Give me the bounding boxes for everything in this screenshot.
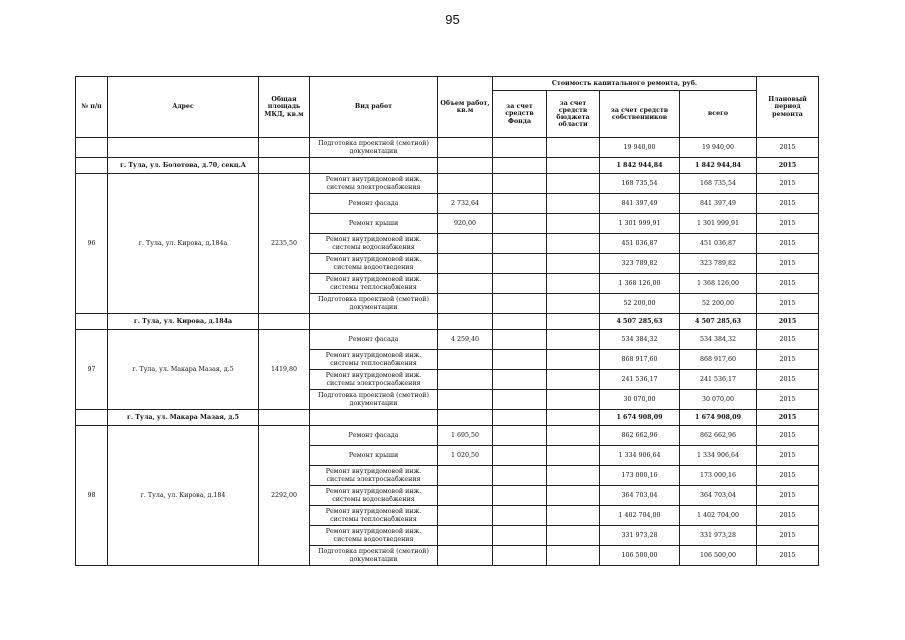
budget-cell xyxy=(547,294,600,314)
volume-cell: 1 020,50 xyxy=(438,446,493,466)
budget-cell xyxy=(547,546,600,566)
volume-cell xyxy=(438,274,493,294)
fund-cell xyxy=(493,506,547,526)
period-cell: 2015 xyxy=(757,194,819,214)
total-cell: 534 384,32 xyxy=(680,330,757,350)
volume-cell xyxy=(438,174,493,194)
owners-cell: 30 070,00 xyxy=(600,390,680,410)
owners-cell: 1 842 944,84 xyxy=(600,158,680,174)
total-cell: 168 735,54 xyxy=(680,174,757,194)
period-cell: 2015 xyxy=(757,426,819,446)
budget-cell xyxy=(547,350,600,370)
work-type-cell: Подготовка проектной (сметной) документации xyxy=(310,294,438,314)
total-cell: 868 917,60 xyxy=(680,350,757,370)
work-type-cell: Ремонт внутридомовой инж. системы водоснабжения xyxy=(310,234,438,254)
fund-cell xyxy=(493,370,547,390)
volume-cell xyxy=(438,486,493,506)
owners-cell: 1 334 906,64 xyxy=(600,446,680,466)
volume-cell xyxy=(438,466,493,486)
budget-cell xyxy=(547,370,600,390)
owners-cell: 862 662,96 xyxy=(600,426,680,446)
period-cell: 2015 xyxy=(757,138,819,158)
total-row xyxy=(76,314,819,330)
work-type-cell: Ремонт фасада xyxy=(310,194,438,214)
period-cell: 2015 xyxy=(757,274,819,294)
volume-cell xyxy=(438,350,493,370)
total-cell: 106 500,00 xyxy=(680,546,757,566)
total-cell: 862 662,96 xyxy=(680,426,757,446)
volume-cell xyxy=(438,294,493,314)
work-type-cell: Ремонт внутридомовой инж. системы электроснабжения xyxy=(310,370,438,390)
total-cell: 30 070,00 xyxy=(680,390,757,410)
work-type-cell: Ремонт фасада xyxy=(310,330,438,350)
budget-cell xyxy=(547,214,600,234)
total-cell: 323 789,82 xyxy=(680,254,757,274)
owners-cell: 331 973,28 xyxy=(600,526,680,546)
work-type-cell: Подготовка проектной (сметной) документации xyxy=(310,390,438,410)
header-fund: за счет средств Фонда xyxy=(493,91,547,138)
table-row xyxy=(76,426,819,446)
budget-cell xyxy=(547,234,600,254)
period-cell: 2015 xyxy=(757,390,819,410)
work-type-cell: Ремонт внутридомовой инж. системы теплоснабжения xyxy=(310,274,438,294)
address-cell: г. Тула, ул. Макара Мазая, д.5 xyxy=(108,330,259,410)
period-cell: 2015 xyxy=(757,174,819,194)
header-period: Плановый период ремонта xyxy=(757,77,819,138)
total-cell: 173 000,16 xyxy=(680,466,757,486)
total-cell: 1 674 908,09 xyxy=(680,410,757,426)
total-cell: 4 507 285,63 xyxy=(680,314,757,330)
budget-cell xyxy=(547,526,600,546)
total-cell: 1 402 704,00 xyxy=(680,506,757,526)
volume-cell xyxy=(438,546,493,566)
budget-cell xyxy=(547,274,600,294)
period-cell: 2015 xyxy=(757,294,819,314)
work-type-cell: Ремонт внутридомовой инж. системы водоотведения xyxy=(310,526,438,546)
period-cell: 2015 xyxy=(757,526,819,546)
period-cell: 2015 xyxy=(757,546,819,566)
work-type-cell: Подготовка проектной (сметной) документации xyxy=(310,138,438,158)
address-cell: г. Тула, ул. Кирова, д.184 xyxy=(108,426,259,566)
total-row xyxy=(76,410,819,426)
period-cell: 2015 xyxy=(757,370,819,390)
fund-cell xyxy=(493,390,547,410)
owners-cell: 1 301 999,91 xyxy=(600,214,680,234)
period-cell: 2015 xyxy=(757,314,819,330)
work-type-cell: Ремонт внутридомовой инж. системы электроснабжения xyxy=(310,174,438,194)
address-cell: г. Тула, ул. Кирова, д.184а xyxy=(108,174,259,314)
total-cell: 1 368 126,00 xyxy=(680,274,757,294)
table-row xyxy=(76,330,819,350)
row-number-cell: 97 xyxy=(76,330,108,410)
period-cell: 2015 xyxy=(757,214,819,234)
volume-cell xyxy=(438,526,493,546)
period-cell: 2015 xyxy=(757,234,819,254)
fund-cell xyxy=(493,274,547,294)
fund-cell xyxy=(493,214,547,234)
fund-cell xyxy=(493,174,547,194)
owners-cell: 364 703,04 xyxy=(600,486,680,506)
fund-cell xyxy=(493,350,547,370)
owners-cell: 106 500,00 xyxy=(600,546,680,566)
work-type-cell: Ремонт внутридомовой инж. системы теплоснабжения xyxy=(310,350,438,370)
budget-cell xyxy=(547,426,600,446)
fund-cell xyxy=(493,234,547,254)
page-number: 95 xyxy=(445,12,460,27)
total-cell: 1 334 906,64 xyxy=(680,446,757,466)
owners-cell: 1 368 126,00 xyxy=(600,274,680,294)
fund-cell xyxy=(493,254,547,274)
owners-cell: 841 397,49 xyxy=(600,194,680,214)
budget-cell xyxy=(547,174,600,194)
period-cell: 2015 xyxy=(757,158,819,174)
period-cell: 2015 xyxy=(757,410,819,426)
total-cell: 364 703,04 xyxy=(680,486,757,506)
fund-cell xyxy=(493,546,547,566)
total-label: г. Тула, ул. Макара Мазая, д.5 xyxy=(108,410,259,426)
fund-cell xyxy=(493,486,547,506)
budget-cell xyxy=(547,486,600,506)
header-work-type: Вид работ xyxy=(310,77,438,138)
budget-cell xyxy=(547,254,600,274)
period-cell: 2015 xyxy=(757,350,819,370)
total-cell: 19 940,00 xyxy=(680,138,757,158)
total-cell: 451 036,87 xyxy=(680,234,757,254)
fund-cell xyxy=(493,526,547,546)
work-type-cell: Ремонт крыши xyxy=(310,214,438,234)
total-cell: 1 301 999,91 xyxy=(680,214,757,234)
table-row xyxy=(76,138,819,158)
volume-cell xyxy=(438,390,493,410)
total-label: г. Тула, ул. Болотова, д.70, секц.А xyxy=(108,158,259,174)
fund-cell xyxy=(493,294,547,314)
total-cell: 52 200,00 xyxy=(680,294,757,314)
owners-cell: 241 536,17 xyxy=(600,370,680,390)
area-cell: 1419,80 xyxy=(259,330,310,410)
volume-cell xyxy=(438,254,493,274)
owners-cell: 1 674 908,09 xyxy=(600,410,680,426)
period-cell: 2015 xyxy=(757,330,819,350)
header-volume: Объем работ, кв.м xyxy=(438,77,493,138)
total-cell: 241 536,17 xyxy=(680,370,757,390)
row-number-cell: 96 xyxy=(76,174,108,314)
total-cell: 841 397,49 xyxy=(680,194,757,214)
period-cell: 2015 xyxy=(757,254,819,274)
budget-cell xyxy=(547,194,600,214)
period-cell: 2015 xyxy=(757,446,819,466)
row-number-cell: 98 xyxy=(76,426,108,566)
work-type-cell: Ремонт внутридомовой инж. системы электроснабжения xyxy=(310,466,438,486)
owners-cell: 323 789,82 xyxy=(600,254,680,274)
volume-cell: 2 732,64 xyxy=(438,194,493,214)
table-row xyxy=(76,174,819,194)
fund-cell xyxy=(493,194,547,214)
header-total: всего xyxy=(680,91,757,138)
budget-cell xyxy=(547,466,600,486)
owners-cell: 173 000,16 xyxy=(600,466,680,486)
area-cell: 2292,00 xyxy=(259,426,310,566)
work-type-cell: Ремонт внутридомовой инж. системы водоотведения xyxy=(310,254,438,274)
volume-cell: 1 695,50 xyxy=(438,426,493,446)
header-budget: за счет средств бюджета области xyxy=(547,91,600,138)
owners-cell: 868 917,60 xyxy=(600,350,680,370)
header-cost-group: Стоимость капитального ремонта, руб. xyxy=(493,77,757,91)
volume-cell xyxy=(438,234,493,254)
fund-cell xyxy=(493,330,547,350)
owners-cell: 534 384,32 xyxy=(600,330,680,350)
work-type-cell: Подготовка проектной (сметной) документации xyxy=(310,546,438,566)
budget-cell xyxy=(547,446,600,466)
budget-cell xyxy=(547,506,600,526)
volume-cell xyxy=(438,370,493,390)
total-label: г. Тула, ул. Кирова, д.184а xyxy=(108,314,259,330)
total-cell: 331 973,28 xyxy=(680,526,757,546)
period-cell: 2015 xyxy=(757,466,819,486)
fund-cell xyxy=(493,426,547,446)
header-no: № п/п xyxy=(76,77,108,138)
fund-cell xyxy=(493,446,547,466)
table-body xyxy=(76,138,819,566)
fund-cell xyxy=(493,466,547,486)
owners-cell: 451 036,87 xyxy=(600,234,680,254)
header-area: Общая площадь МКД, кв.м xyxy=(259,77,310,138)
total-row xyxy=(76,158,819,174)
owners-cell: 19 940,00 xyxy=(600,138,680,158)
header-owners: за счет средств собственников xyxy=(600,91,680,138)
owners-cell: 52 200,00 xyxy=(600,294,680,314)
volume-cell xyxy=(438,506,493,526)
volume-cell: 920,00 xyxy=(438,214,493,234)
work-type-cell: Ремонт крыши xyxy=(310,446,438,466)
period-cell: 2015 xyxy=(757,486,819,506)
owners-cell: 168 735,54 xyxy=(600,174,680,194)
total-cell: 1 842 944,84 xyxy=(680,158,757,174)
work-type-cell: Ремонт фасада xyxy=(310,426,438,446)
owners-cell: 4 507 285,63 xyxy=(600,314,680,330)
work-type-cell: Ремонт внутридомовой инж. системы теплоснабжения xyxy=(310,506,438,526)
budget-cell xyxy=(547,330,600,350)
volume-cell: 4 259,40 xyxy=(438,330,493,350)
header-address: Адрес xyxy=(108,77,259,138)
work-type-cell: Ремонт внутридомовой инж. системы водоснабжения xyxy=(310,486,438,506)
owners-cell: 1 402 704,00 xyxy=(600,506,680,526)
budget-cell xyxy=(547,390,600,410)
capital-repair-table xyxy=(75,76,819,566)
area-cell: 2235,50 xyxy=(259,174,310,314)
period-cell: 2015 xyxy=(757,506,819,526)
